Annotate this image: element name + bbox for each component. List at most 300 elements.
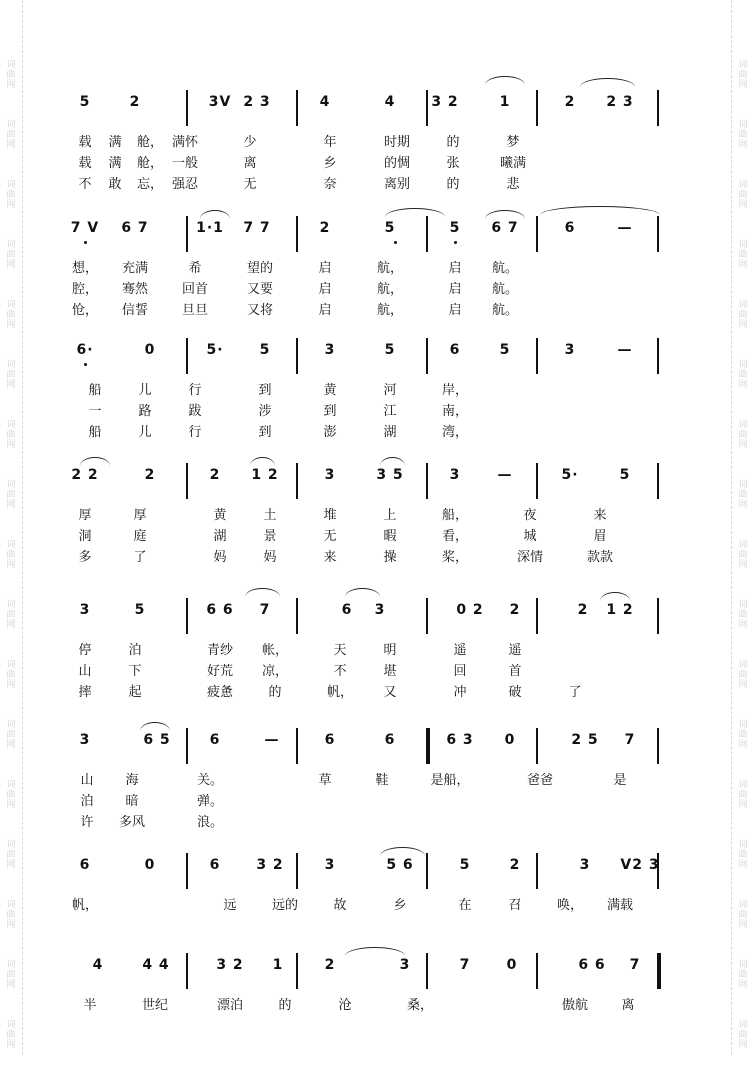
barline bbox=[536, 338, 538, 374]
lyric-syllable: 张 bbox=[446, 156, 460, 171]
left-margin-strip bbox=[0, 0, 23, 1055]
lyric-syllable: 骞然 bbox=[121, 282, 149, 297]
lyric-syllable: 景 bbox=[263, 529, 277, 544]
lyric-syllable: 年 bbox=[323, 135, 337, 150]
lyric-syllable: 庭 bbox=[133, 529, 147, 544]
note: 4 bbox=[92, 957, 104, 973]
lyric-syllable: 遥 bbox=[453, 643, 467, 658]
note: 3 bbox=[374, 602, 386, 618]
lyric-syllable: 好荒 bbox=[206, 664, 234, 679]
watermark-right: 词 曲 网 bbox=[738, 1020, 748, 1050]
note: 6 5 bbox=[143, 732, 171, 748]
watermark-left: 词 曲 网 bbox=[6, 60, 16, 90]
lyric-syllable: 离 bbox=[621, 998, 635, 1013]
lyric-syllable: 深情 bbox=[516, 550, 544, 565]
watermark-right: 词 曲 网 bbox=[738, 960, 748, 990]
lyric-syllable: 的惆 bbox=[383, 156, 411, 171]
note: 7 bbox=[259, 602, 271, 618]
lyric-syllable: 多 bbox=[78, 550, 92, 565]
note: 3 bbox=[399, 957, 411, 973]
note: 6 3 bbox=[446, 732, 474, 748]
watermark-left: 词 曲 网 bbox=[6, 900, 16, 930]
lyric-syllable: 妈 bbox=[263, 550, 277, 565]
score-system bbox=[60, 720, 670, 840]
score-sheet bbox=[60, 0, 670, 1055]
note: 0 bbox=[504, 732, 516, 748]
lyric-syllable: 爸爸 bbox=[526, 773, 554, 788]
lyric-syllable: 时期 bbox=[383, 135, 411, 150]
note: 6 6 bbox=[206, 602, 234, 618]
lyric-syllable: 载 bbox=[78, 135, 92, 150]
score-system bbox=[60, 945, 670, 1065]
barline bbox=[426, 953, 428, 989]
lyric-syllable: 儿 bbox=[138, 425, 152, 440]
watermark-right: 词 曲 网 bbox=[738, 540, 748, 570]
lyric-syllable: 看， bbox=[441, 529, 469, 544]
note: — bbox=[264, 732, 280, 748]
barline bbox=[186, 338, 188, 374]
lyric-syllable: 航。 bbox=[491, 261, 519, 276]
lyric-syllable: 南， bbox=[441, 404, 469, 419]
watermark-left: 词 曲 网 bbox=[6, 720, 16, 750]
watermark-left: 词 曲 网 bbox=[6, 180, 16, 210]
barline bbox=[657, 463, 659, 499]
notation-row bbox=[60, 455, 670, 501]
lyric-syllable: 望的 bbox=[246, 261, 274, 276]
notation-row bbox=[60, 82, 670, 128]
note: 2 bbox=[129, 94, 141, 110]
lyric-syllable: 河 bbox=[383, 383, 397, 398]
note: 6 bbox=[384, 732, 396, 748]
lyric-syllable: 鞋 bbox=[375, 773, 389, 788]
lyric-syllable: 天 bbox=[333, 643, 347, 658]
note: — bbox=[617, 220, 633, 236]
lyric-syllable: 行 bbox=[188, 425, 202, 440]
lyric-syllable: 一般 bbox=[171, 156, 199, 171]
lyric-syllable: 帆， bbox=[71, 898, 99, 913]
note: 3 2 bbox=[256, 857, 284, 873]
score-system bbox=[60, 330, 670, 450]
lyric-syllable: 来 bbox=[593, 508, 607, 523]
note: 2 bbox=[324, 957, 336, 973]
lyric-syllable: 疲惫 bbox=[206, 685, 234, 700]
lyric-syllable: 青纱 bbox=[206, 643, 234, 658]
lyric-syllable: 航， bbox=[376, 261, 404, 276]
note: 6 bbox=[209, 857, 221, 873]
barline bbox=[536, 90, 538, 126]
note: 0 bbox=[144, 857, 156, 873]
note: 6 6 bbox=[578, 957, 606, 973]
note: 5 bbox=[259, 342, 271, 358]
note: 5 bbox=[499, 342, 511, 358]
lyric-syllable: 悲 bbox=[506, 177, 520, 192]
lyric-syllable: 漂泊 bbox=[216, 998, 244, 1013]
lyric-syllable: 载 bbox=[78, 156, 92, 171]
notation-row bbox=[60, 330, 670, 376]
lyric-syllable: 傲航 bbox=[561, 998, 589, 1013]
slur-arc bbox=[485, 76, 525, 85]
barline bbox=[186, 463, 188, 499]
barline bbox=[186, 853, 188, 889]
lyric-syllable: 船 bbox=[88, 425, 102, 440]
barline bbox=[426, 338, 428, 374]
note: 0 bbox=[144, 342, 156, 358]
barline bbox=[536, 598, 538, 634]
lyric-syllable: 湾， bbox=[441, 425, 469, 440]
watermark-right: 词 曲 网 bbox=[738, 900, 748, 930]
lyric-syllable: 航。 bbox=[491, 282, 519, 297]
note: 5 bbox=[449, 220, 461, 236]
lyric-syllable: 的 bbox=[446, 135, 460, 150]
note: 3 bbox=[449, 467, 461, 483]
lyric-syllable: 到 bbox=[258, 383, 272, 398]
watermark-left: 词 曲 网 bbox=[6, 1020, 16, 1050]
lyric-syllable: 船 bbox=[88, 383, 102, 398]
note: 3 bbox=[324, 857, 336, 873]
note: 3 2 bbox=[431, 94, 459, 110]
lyric-syllable: 航。 bbox=[491, 303, 519, 318]
barline bbox=[426, 598, 428, 634]
lyric-syllable: 洞 bbox=[78, 529, 92, 544]
note: 5· bbox=[206, 342, 224, 358]
lyric-syllable: 唤， bbox=[556, 898, 584, 913]
barline bbox=[296, 216, 298, 252]
lyric-syllable: 满怀 bbox=[171, 135, 199, 150]
note: 2 bbox=[319, 220, 331, 236]
note: 6· bbox=[76, 342, 94, 358]
note: 2 bbox=[144, 467, 156, 483]
lyric-syllable: 舱， bbox=[136, 156, 164, 171]
lyric-syllable: 暇 bbox=[383, 529, 397, 544]
barline bbox=[426, 216, 428, 252]
note: 3 bbox=[564, 342, 576, 358]
barline bbox=[186, 216, 188, 252]
note: 3 bbox=[324, 342, 336, 358]
watermark-left: 词 曲 网 bbox=[6, 840, 16, 870]
lyric-syllable: 启 bbox=[448, 282, 462, 297]
lyric-syllable: 破 bbox=[508, 685, 522, 700]
note: 0 bbox=[506, 957, 518, 973]
barline bbox=[186, 90, 188, 126]
score-system bbox=[60, 590, 670, 710]
octave-dot bbox=[84, 363, 87, 366]
note: 7 7 bbox=[243, 220, 271, 236]
lyric-syllable: 下 bbox=[128, 664, 142, 679]
note: 7 bbox=[459, 957, 471, 973]
lyric-syllable: 桑， bbox=[406, 998, 434, 1013]
lyric-syllable: 故 bbox=[333, 898, 347, 913]
note: 5· bbox=[561, 467, 579, 483]
lyric-syllable: 离 bbox=[243, 156, 257, 171]
lyric-syllable: 明 bbox=[383, 643, 397, 658]
lyric-syllable: 泊 bbox=[80, 794, 94, 809]
watermark-right: 词 曲 网 bbox=[738, 480, 748, 510]
lyric-syllable: 眉 bbox=[593, 529, 607, 544]
lyric-syllable: 希 bbox=[188, 261, 202, 276]
lyric-syllable: 不 bbox=[333, 664, 347, 679]
lyric-syllable: 到 bbox=[323, 404, 337, 419]
note: 2 bbox=[577, 602, 589, 618]
lyric-syllable: 到 bbox=[258, 425, 272, 440]
note: 3 bbox=[324, 467, 336, 483]
right-margin-strip bbox=[731, 0, 754, 1055]
note: 5 bbox=[384, 220, 396, 236]
watermark-right: 词 曲 网 bbox=[738, 300, 748, 330]
note: 7 V bbox=[70, 220, 100, 236]
lyric-syllable: 摔 bbox=[78, 685, 92, 700]
slur-arc bbox=[580, 78, 635, 87]
lyric-syllable: 多风 bbox=[118, 815, 146, 830]
lyric-syllable: 奈 bbox=[323, 177, 337, 192]
watermark-right: 词 曲 网 bbox=[738, 360, 748, 390]
octave-dot bbox=[454, 241, 457, 244]
lyric-syllable: 堆 bbox=[323, 508, 337, 523]
watermark-right: 词 曲 网 bbox=[738, 60, 748, 90]
lyric-syllable: 回 bbox=[453, 664, 467, 679]
watermark-left: 词 曲 网 bbox=[6, 540, 16, 570]
lyric-syllable: 黄 bbox=[323, 383, 337, 398]
lyric-syllable: 桨， bbox=[441, 550, 469, 565]
lyric-syllable: 了 bbox=[133, 550, 147, 565]
barline bbox=[536, 728, 538, 764]
note: 4 bbox=[384, 94, 396, 110]
watermark-left: 词 曲 网 bbox=[6, 120, 16, 150]
lyric-syllable: 停 bbox=[78, 643, 92, 658]
lyric-syllable: 船， bbox=[441, 508, 469, 523]
lyric-syllable: 款款 bbox=[586, 550, 614, 565]
score-system bbox=[60, 455, 670, 575]
barline bbox=[186, 953, 188, 989]
lyric-syllable: 黄 bbox=[213, 508, 227, 523]
note: 2 bbox=[509, 602, 521, 618]
lyric-syllable: 少 bbox=[243, 135, 257, 150]
lyric-syllable: 海 bbox=[125, 773, 139, 788]
lyric-syllable: 航， bbox=[376, 303, 404, 318]
lyric-syllable: 启 bbox=[318, 282, 332, 297]
lyric-syllable: 又要 bbox=[246, 282, 274, 297]
score-system bbox=[60, 82, 670, 202]
note: 1 bbox=[499, 94, 511, 110]
lyric-syllable: 回首 bbox=[181, 282, 209, 297]
watermark-left: 词 曲 网 bbox=[6, 420, 16, 450]
score-system bbox=[60, 208, 670, 328]
lyric-syllable: 岸， bbox=[441, 383, 469, 398]
watermark-left: 词 曲 网 bbox=[6, 660, 16, 690]
lyric-syllable: 弹。 bbox=[196, 794, 224, 809]
lyric-syllable: 凉， bbox=[261, 664, 289, 679]
note: 4 bbox=[319, 94, 331, 110]
lyric-syllable: 的 bbox=[268, 685, 282, 700]
watermark-left: 词 曲 网 bbox=[6, 480, 16, 510]
lyric-syllable: 启 bbox=[318, 261, 332, 276]
lyric-syllable: 怆， bbox=[71, 303, 99, 318]
note: 6 bbox=[324, 732, 336, 748]
watermark-right: 词 曲 网 bbox=[738, 120, 748, 150]
watermark-left: 词 曲 网 bbox=[6, 600, 16, 630]
note: — bbox=[617, 342, 633, 358]
note: 2 bbox=[564, 94, 576, 110]
lyric-syllable: 来 bbox=[323, 550, 337, 565]
barline bbox=[657, 90, 659, 126]
lyric-syllable: 又将 bbox=[246, 303, 274, 318]
lyric-syllable: 是 bbox=[613, 773, 627, 788]
lyric-syllable: 不 bbox=[78, 177, 92, 192]
lyric-syllable: 召 bbox=[508, 898, 522, 913]
note: 2 bbox=[209, 467, 221, 483]
barline bbox=[296, 853, 298, 889]
lyric-syllable: 草 bbox=[318, 773, 332, 788]
barline bbox=[536, 853, 538, 889]
barline bbox=[296, 338, 298, 374]
lyric-syllable: 想， bbox=[71, 261, 99, 276]
lyric-syllable: 许 bbox=[80, 815, 94, 830]
lyric-syllable: 山 bbox=[78, 664, 92, 679]
watermark-right: 词 曲 网 bbox=[738, 660, 748, 690]
barline bbox=[536, 216, 538, 252]
barline bbox=[426, 463, 428, 499]
barline bbox=[657, 216, 659, 252]
lyric-syllable: 跋 bbox=[188, 404, 202, 419]
note: 5 bbox=[134, 602, 146, 618]
lyric-syllable: 儿 bbox=[138, 383, 152, 398]
lyric-syllable: 遥 bbox=[508, 643, 522, 658]
lyric-syllable: 城 bbox=[523, 529, 537, 544]
watermark-left: 词 曲 网 bbox=[6, 780, 16, 810]
barline bbox=[657, 338, 659, 374]
watermark-left: 词 曲 网 bbox=[6, 300, 16, 330]
lyric-syllable: 信誓 bbox=[121, 303, 149, 318]
lyric-syllable: 满 bbox=[108, 156, 122, 171]
lyric-syllable: 路 bbox=[138, 404, 152, 419]
lyric-syllable: 的 bbox=[278, 998, 292, 1013]
lyric-syllable: 首 bbox=[508, 664, 522, 679]
note: 5 bbox=[619, 467, 631, 483]
notation-row bbox=[60, 845, 670, 891]
lyric-syllable: 乡 bbox=[323, 156, 337, 171]
lyric-syllable: 山 bbox=[80, 773, 94, 788]
note: 2 5 bbox=[571, 732, 599, 748]
lyric-syllable: 一 bbox=[88, 404, 102, 419]
lyric-syllable: 启 bbox=[318, 303, 332, 318]
note: 3 bbox=[79, 602, 91, 618]
lyric-syllable: 离别 bbox=[383, 177, 411, 192]
lyric-syllable: 厚 bbox=[133, 508, 147, 523]
watermark-right: 词 曲 网 bbox=[738, 720, 748, 750]
barline bbox=[657, 728, 659, 764]
lyric-syllable: 澎 bbox=[323, 425, 337, 440]
lyric-syllable: 厚 bbox=[78, 508, 92, 523]
lyric-syllable: 舱， bbox=[136, 135, 164, 150]
lyric-syllable: 又 bbox=[383, 685, 397, 700]
lyric-syllable: 敢 bbox=[108, 177, 122, 192]
lyric-syllable: 浪。 bbox=[196, 815, 224, 830]
watermark-right: 词 曲 网 bbox=[738, 420, 748, 450]
lyric-syllable: 航， bbox=[376, 282, 404, 297]
lyric-syllable: 远的 bbox=[271, 898, 299, 913]
lyric-syllable: 满载 bbox=[606, 898, 634, 913]
lyric-syllable: 是船， bbox=[430, 773, 470, 788]
barline bbox=[296, 90, 298, 126]
lyric-syllable: 强忍 bbox=[171, 177, 199, 192]
lyric-syllable: 沧 bbox=[338, 998, 352, 1013]
barline bbox=[657, 598, 659, 634]
note: — bbox=[497, 467, 513, 483]
note: 5 bbox=[459, 857, 471, 873]
barline bbox=[657, 953, 661, 989]
lyric-syllable: 暗 bbox=[125, 794, 139, 809]
note: 1·1 bbox=[196, 220, 224, 236]
barline bbox=[296, 463, 298, 499]
note: 1 2 bbox=[251, 467, 279, 483]
note: 5 bbox=[384, 342, 396, 358]
barline bbox=[186, 728, 188, 764]
lyric-syllable: 土 bbox=[263, 508, 277, 523]
lyric-syllable: 半 bbox=[83, 998, 97, 1013]
lyric-syllable: 起 bbox=[128, 685, 142, 700]
note: 6 7 bbox=[491, 220, 519, 236]
barline bbox=[186, 598, 188, 634]
watermark-right: 词 曲 网 bbox=[738, 600, 748, 630]
barline bbox=[296, 598, 298, 634]
note: 6 bbox=[341, 602, 353, 618]
lyric-syllable: 满 bbox=[108, 135, 122, 150]
lyric-syllable: 启 bbox=[448, 303, 462, 318]
lyric-syllable: 涉 bbox=[258, 404, 272, 419]
watermark-right: 词 曲 网 bbox=[738, 780, 748, 810]
note: 5 bbox=[79, 94, 91, 110]
note: 5 6 bbox=[386, 857, 414, 873]
lyric-syllable: 腔， bbox=[71, 282, 99, 297]
note: 6 7 bbox=[121, 220, 149, 236]
note: 6 bbox=[79, 857, 91, 873]
lyric-syllable: 在 bbox=[458, 898, 472, 913]
lyric-syllable: 帐， bbox=[261, 643, 289, 658]
lyric-syllable: 湖 bbox=[383, 425, 397, 440]
lyric-syllable: 无 bbox=[323, 529, 337, 544]
octave-dot bbox=[394, 241, 397, 244]
note: 3 5 bbox=[376, 467, 404, 483]
note: 3 bbox=[79, 732, 91, 748]
lyric-syllable: 夜 bbox=[523, 508, 537, 523]
lyric-syllable: 了 bbox=[568, 685, 582, 700]
lyric-syllable: 曦满 bbox=[499, 156, 527, 171]
lyric-syllable: 忘， bbox=[136, 177, 164, 192]
lyric-syllable: 梦 bbox=[506, 135, 520, 150]
note: 3 bbox=[579, 857, 591, 873]
lyric-syllable: 帆， bbox=[326, 685, 354, 700]
note: 3 2 bbox=[216, 957, 244, 973]
barline bbox=[296, 953, 298, 989]
note: 3V bbox=[208, 94, 232, 110]
lyric-syllable: 行 bbox=[188, 383, 202, 398]
note: 4 4 bbox=[142, 957, 170, 973]
note: 1 bbox=[272, 957, 284, 973]
barline bbox=[536, 463, 538, 499]
lyric-syllable: 旦旦 bbox=[181, 303, 209, 318]
lyric-syllable: 湖 bbox=[213, 529, 227, 544]
lyric-syllable: 的 bbox=[446, 177, 460, 192]
watermark-left: 词 曲 网 bbox=[6, 960, 16, 990]
lyric-syllable: 操 bbox=[383, 550, 397, 565]
watermark-left: 词 曲 网 bbox=[6, 360, 16, 390]
note: 2 3 bbox=[606, 94, 634, 110]
barline bbox=[426, 853, 428, 889]
barline bbox=[536, 953, 538, 989]
watermark-right: 词 曲 网 bbox=[738, 240, 748, 270]
note: 2 2 bbox=[71, 467, 99, 483]
note: 0 2 bbox=[456, 602, 484, 618]
note: 6 bbox=[449, 342, 461, 358]
